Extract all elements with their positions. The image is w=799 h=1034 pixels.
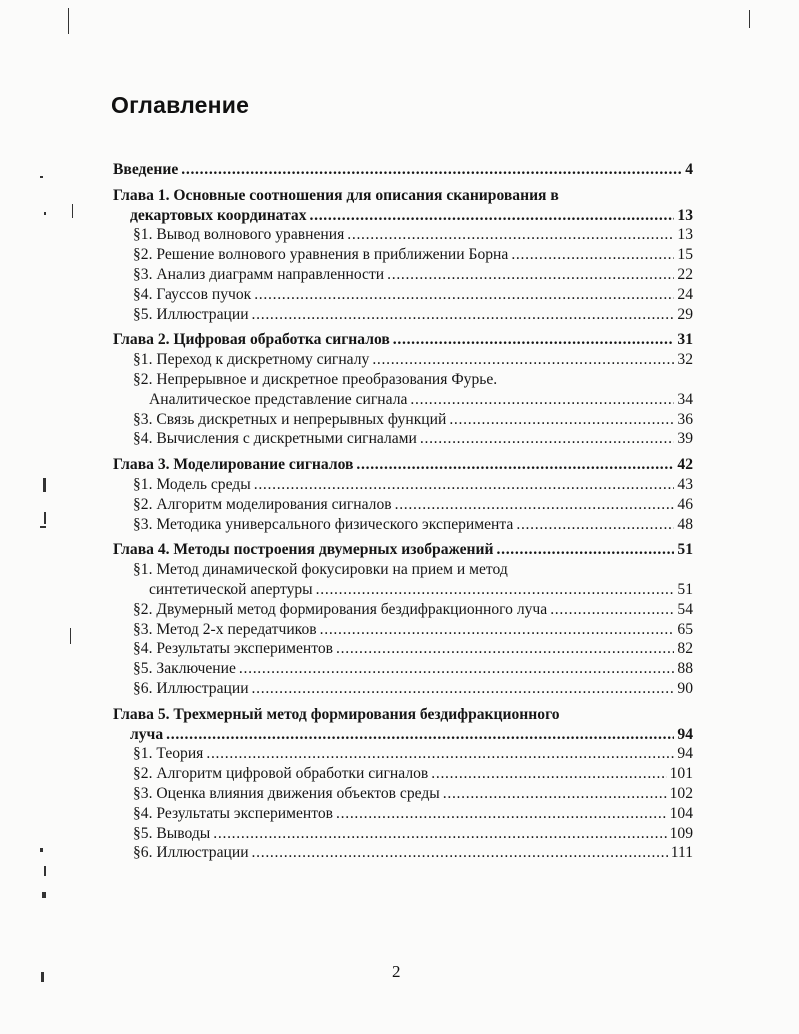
toc-entry-section	[113, 305, 693, 325]
toc-entry-label: §2. Алгоритм моделирования сигналов	[133, 495, 392, 513]
scan-mark	[70, 628, 71, 644]
dot-leader	[166, 725, 674, 745]
toc-entry-label: §2. Двумерный метод формирования бездифракционного луча	[133, 600, 548, 618]
scan-mark	[40, 526, 46, 528]
toc-entry-section	[113, 620, 693, 640]
toc-entry-section	[113, 744, 693, 764]
table-of-contents	[113, 160, 693, 863]
toc-page-number: 4	[685, 161, 693, 178]
toc-entry-section	[113, 410, 693, 430]
dot-leader	[316, 580, 675, 600]
toc-entry-label: §3. Анализ диаграмм направленности	[133, 265, 385, 283]
toc-page-number: 34	[677, 390, 693, 408]
scan-mark	[44, 212, 46, 215]
toc-entry-section	[113, 764, 693, 784]
chapter-title-line: Глава 1. Основные соотношения для описания сканирования в	[113, 186, 559, 204]
toc-page-number: 15	[677, 246, 693, 264]
scan-mark	[42, 892, 46, 898]
toc-page-number: 94	[677, 745, 693, 763]
dot-leader	[254, 285, 674, 305]
toc-entry-section	[113, 475, 693, 495]
dot-leader	[336, 639, 674, 659]
toc-entry-label: Глава 3. Моделирование сигналов	[113, 456, 354, 474]
scan-mark	[44, 512, 46, 524]
toc-page-number: 24	[677, 285, 693, 303]
chapter-title-line: Глава 5. Трехмерный метод формирования бездифракционного	[113, 705, 560, 723]
dot-leader	[497, 540, 675, 560]
toc-entry-section	[113, 580, 693, 600]
toc-entry-label: §1. Теория	[133, 745, 204, 763]
toc-entry-section	[113, 245, 693, 265]
toc-page-number: 101	[669, 765, 693, 783]
toc-page-number: 54	[677, 600, 693, 618]
dot-leader	[206, 744, 674, 764]
toc-page-number: 82	[677, 640, 693, 658]
toc-entry-label: луча	[130, 725, 164, 743]
toc-entry-label: §1. Переход к дискретному сигналу	[133, 351, 370, 369]
toc-entry-label: §5. Выводы	[133, 824, 211, 842]
toc-entry-section	[113, 225, 693, 245]
toc-entry-section	[113, 679, 693, 699]
toc-page-number: 109	[669, 824, 693, 842]
toc-page-number: 31	[677, 331, 693, 349]
toc-entry-label: Глава 2. Цифровая обработка сигналов	[113, 331, 390, 349]
dot-leader	[320, 620, 675, 640]
toc-page-number: 90	[677, 679, 693, 697]
toc-entry-intro	[113, 160, 693, 180]
toc-page-number: 65	[677, 620, 693, 638]
toc-entry-label: §3. Метод 2-х передатчиков	[133, 620, 317, 638]
toc-entry-section	[113, 659, 693, 679]
toc-page-number: 43	[677, 475, 693, 493]
toc-entry-chapter	[113, 725, 693, 745]
toc-entry-section	[113, 784, 693, 804]
toc-entry-section	[113, 429, 693, 449]
toc-entry-section	[113, 804, 693, 824]
page-number: 2	[392, 962, 401, 981]
toc-page-number: 13	[677, 226, 693, 244]
toc-entry-label: §3. Методика универсального физического эксперимента	[133, 515, 514, 533]
dot-leader	[252, 843, 668, 863]
toc-entry-chapter	[113, 206, 693, 226]
section-title-line: §2. Непрерывное и дискретное преобразования Фурье.	[133, 370, 498, 388]
toc-page-number: 51	[677, 541, 693, 559]
toc-entry-section	[113, 515, 693, 535]
dot-leader	[410, 390, 674, 410]
toc-page-number: 88	[677, 660, 693, 678]
scan-mark	[68, 8, 69, 34]
toc-entry-section	[113, 390, 693, 410]
toc-page-number: 29	[677, 305, 693, 323]
toc-entry-chapter	[113, 455, 693, 475]
dot-leader	[252, 679, 675, 699]
scan-mark	[44, 866, 46, 876]
scan-mark	[40, 848, 43, 852]
chapter-5	[113, 705, 693, 863]
toc-page-number: 111	[670, 844, 693, 862]
toc-entry-section	[113, 843, 693, 863]
dot-leader	[443, 784, 667, 804]
toc-entry-label: Введение	[113, 161, 179, 178]
scan-mark	[43, 478, 46, 492]
toc-entry-label: §6. Иллюстрации	[133, 679, 249, 697]
section-title-line: §1. Метод динамической фокусировки на прием и метод	[133, 561, 508, 579]
toc-entry-chapter	[113, 330, 693, 350]
dot-leader	[213, 824, 666, 844]
dot-leader	[395, 495, 675, 515]
toc-entry-label: Глава 4. Методы построения двумерных изображений	[113, 541, 494, 559]
dot-leader	[254, 475, 675, 495]
toc-entry-label: декартовых координатах	[130, 206, 307, 224]
toc-page-number: 32	[677, 351, 693, 369]
toc-page-number: 51	[677, 580, 693, 598]
dot-leader	[372, 350, 674, 370]
chapter-1	[113, 186, 693, 325]
chapter-3	[113, 455, 693, 534]
dot-leader	[420, 429, 675, 449]
toc-entry-section	[113, 285, 693, 305]
dot-leader	[336, 804, 667, 824]
toc-entry-label: §3. Оценка влияния движения объектов среды	[133, 784, 440, 802]
toc-entry-section	[113, 495, 693, 515]
toc-entry-label: §4. Результаты экспериментов	[133, 804, 334, 822]
chapter-4	[113, 540, 693, 698]
toc-entry-label: синтетической апертуры	[149, 580, 313, 598]
dot-leader	[252, 305, 675, 325]
toc-page-number: 94	[677, 725, 693, 743]
toc-entry-label: §4. Результаты экспериментов	[133, 640, 334, 658]
page-title: Оглавление	[111, 92, 250, 118]
chapter-2	[113, 330, 693, 449]
toc-page-number: 102	[669, 784, 693, 802]
scan-mark	[72, 204, 73, 218]
toc-entry-label: §4. Вычисления с дискретными сигналами	[133, 430, 417, 448]
toc-entry-label: §4. Гауссов пучок	[133, 285, 252, 303]
toc-page-number: 104	[669, 804, 693, 822]
dot-leader	[511, 245, 674, 265]
toc-entry-label: §3. Связь дискретных и непрерывных функций	[133, 410, 447, 428]
dot-leader	[516, 515, 674, 535]
scan-mark	[749, 10, 750, 28]
dot-leader	[449, 410, 674, 430]
toc-entry-section	[113, 639, 693, 659]
dot-leader	[239, 659, 674, 679]
toc-entry-label: Аналитическое представление сигнала	[149, 390, 408, 408]
toc-entry-section	[113, 350, 693, 370]
dot-leader	[393, 330, 675, 350]
toc-entry-label: §5. Заключение	[133, 660, 236, 678]
toc-entry-label: §2. Алгоритм цифровой обработки сигналов	[133, 765, 429, 783]
dot-leader	[181, 160, 682, 180]
scan-mark	[41, 972, 44, 982]
toc-entry-section	[113, 265, 693, 285]
toc-page-number: 46	[677, 495, 693, 513]
toc-page-number: 13	[677, 206, 693, 224]
toc-page-number: 39	[677, 430, 693, 448]
toc-entry-chapter	[113, 540, 693, 560]
toc-entry-section	[113, 824, 693, 844]
scan-mark	[40, 176, 43, 178]
toc-page-number: 42	[677, 456, 693, 474]
toc-entry-label: §1. Вывод волнового уравнения	[133, 226, 345, 244]
toc-entry-section	[113, 600, 693, 620]
dot-leader	[550, 600, 674, 620]
toc-page-number: 48	[677, 515, 693, 533]
toc-page-number: 36	[677, 410, 693, 428]
dot-leader	[347, 225, 674, 245]
toc-entry-label: §2. Решение волнового уравнения в приближении Борна	[133, 246, 509, 264]
dot-leader	[387, 265, 674, 285]
dot-leader	[310, 206, 675, 226]
toc-entry-label: §5. Иллюстрации	[133, 305, 249, 323]
dot-leader	[356, 455, 674, 475]
toc-entry-label: §6. Иллюстрации	[133, 844, 249, 862]
toc-entry-label: §1. Модель среды	[133, 475, 251, 493]
dot-leader	[431, 764, 666, 784]
toc-page-number: 22	[677, 265, 693, 283]
